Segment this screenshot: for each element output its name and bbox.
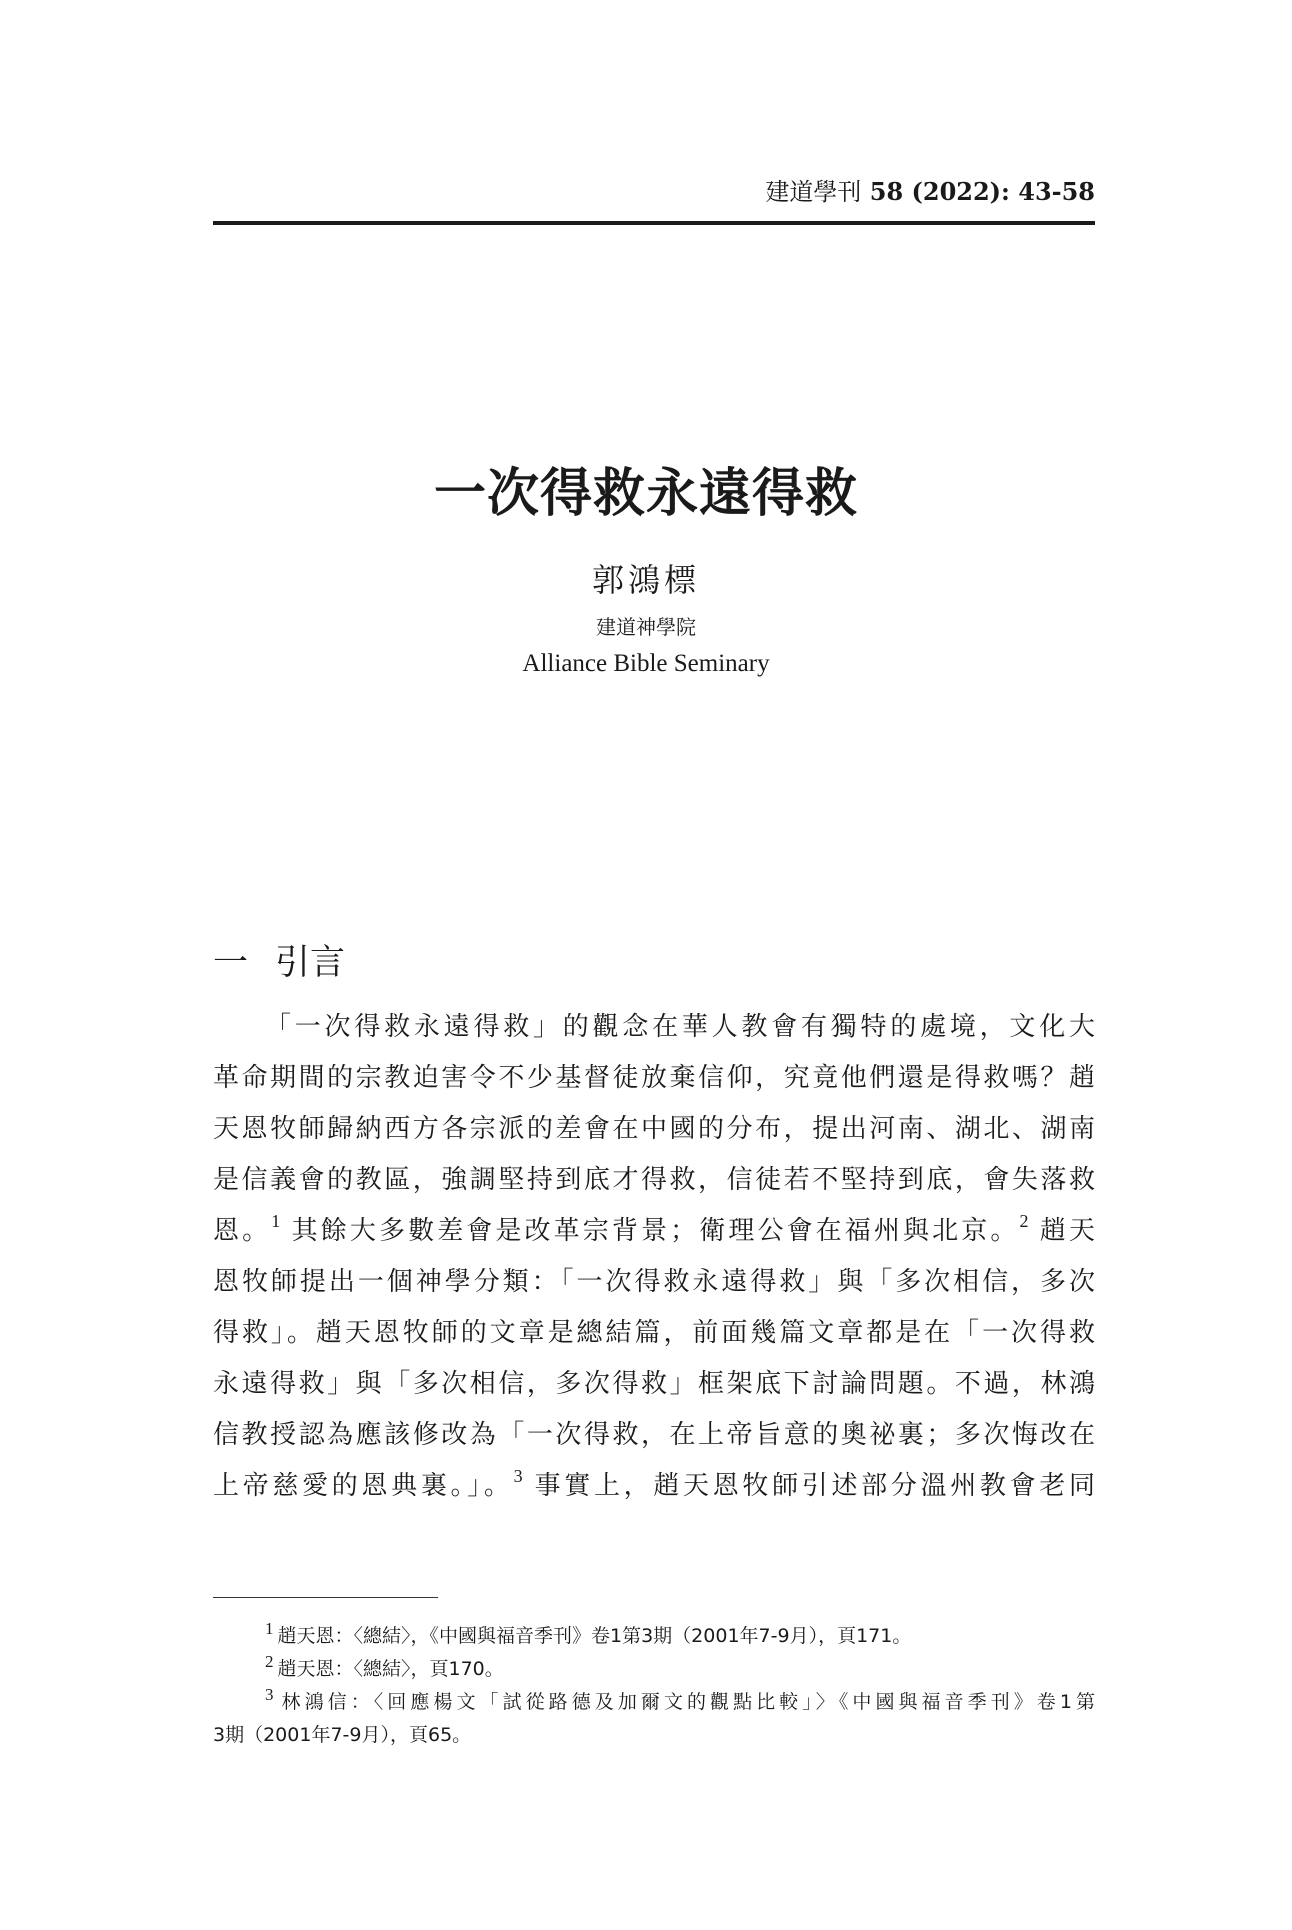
body-line: 得救」。趙天恩牧師的文章是總結篇，前面幾篇文章都是在「一次得救 <box>213 1318 1095 1348</box>
running-header <box>213 176 1095 208</box>
header-rule <box>213 221 1095 225</box>
body-line: 革命期間的宗教迫害令不少基督徒放棄信仰，究竟他們還是得救嗎？趙 <box>213 1063 1095 1093</box>
footnote-number: 3 <box>265 1685 274 1704</box>
body-line: 天恩牧師歸納西方各宗派的差會在中國的分布，提出河南、湖北、湖南 <box>213 1114 1095 1144</box>
journal-citation: 58 (2022): 43-58 <box>869 177 1095 206</box>
footnote-item-continued: 3期（2001年7-9月），頁65。 <box>213 1724 472 1746</box>
body-line: 「一次得救永遠得救」的觀念在華人教會有獨特的處境，文化大 <box>265 1012 1095 1042</box>
footnote-text: 林鴻信：〈回應楊文「試從路德及加爾文的觀點比較」〉《中國與福音季刊》卷1第 <box>277 1691 1095 1713</box>
footnotes <box>213 1620 1095 1752</box>
footnote-rule <box>213 1597 438 1598</box>
footnote-number: 2 <box>265 1652 274 1671</box>
journal-name: 建道學刊 <box>765 178 862 206</box>
footnote-ref-3[interactable]: 3 <box>513 1466 523 1486</box>
article-title: 一次得救永遠得救 <box>433 464 858 524</box>
footnote-item <box>213 1620 1095 1653</box>
body-line: 永遠得救」與「多次相信，多次得救」框架底下討論問題。不過，林鴻 <box>213 1369 1095 1399</box>
footnote-item <box>213 1686 1095 1719</box>
section-number: 一 <box>213 943 249 983</box>
footnote-text: 趙天恩：〈總結〉，頁170。 <box>277 1658 504 1680</box>
footnote-ref-1[interactable]: 1 <box>271 1211 281 1231</box>
body-line <box>213 1206 1095 1257</box>
body-text-span: 其餘大多數差會是改革宗背景；衛理公會在福州與北京。 <box>291 1216 1020 1246</box>
body-line: 信教授認為應該修改為「一次得救，在上帝旨意的奧祕裏；多次悔改在 <box>213 1420 1095 1450</box>
body-text-span: 事實上，趙天恩牧師引述部分溫州教會老同 <box>534 1471 1095 1501</box>
body-text-span: 上帝慈愛的恩典裏。」。 <box>213 1471 514 1501</box>
body-line: 是信義會的教區，強調堅持到底才得救，信徒若不堅持到底，會失落救 <box>213 1165 1095 1195</box>
footnote-item <box>213 1653 1095 1686</box>
footnote-ref-2[interactable]: 2 <box>1019 1211 1029 1231</box>
affiliation-chinese: 建道神學院 <box>596 615 696 639</box>
body-text-span: 恩。 <box>213 1216 272 1246</box>
article-author: 郭鴻標 <box>591 561 700 599</box>
section-title: 引言 <box>275 943 346 983</box>
footnote-number: 1 <box>265 1619 274 1638</box>
body-line: 恩牧師提出一個神學分類：「一次得救永遠得救」與「多次相信，多次 <box>213 1267 1095 1297</box>
section-heading <box>213 940 345 986</box>
body-text-span: 趙天 <box>1039 1216 1095 1246</box>
body-paragraph <box>213 1002 1095 1512</box>
affiliation-english: Alliance Bible Seminary <box>522 650 770 677</box>
footnote-text: 趙天恩：〈總結〉，《中國與福音季刊》卷1第3期（2001年7-9月），頁171。 <box>277 1625 912 1647</box>
body-line <box>213 1461 1095 1512</box>
